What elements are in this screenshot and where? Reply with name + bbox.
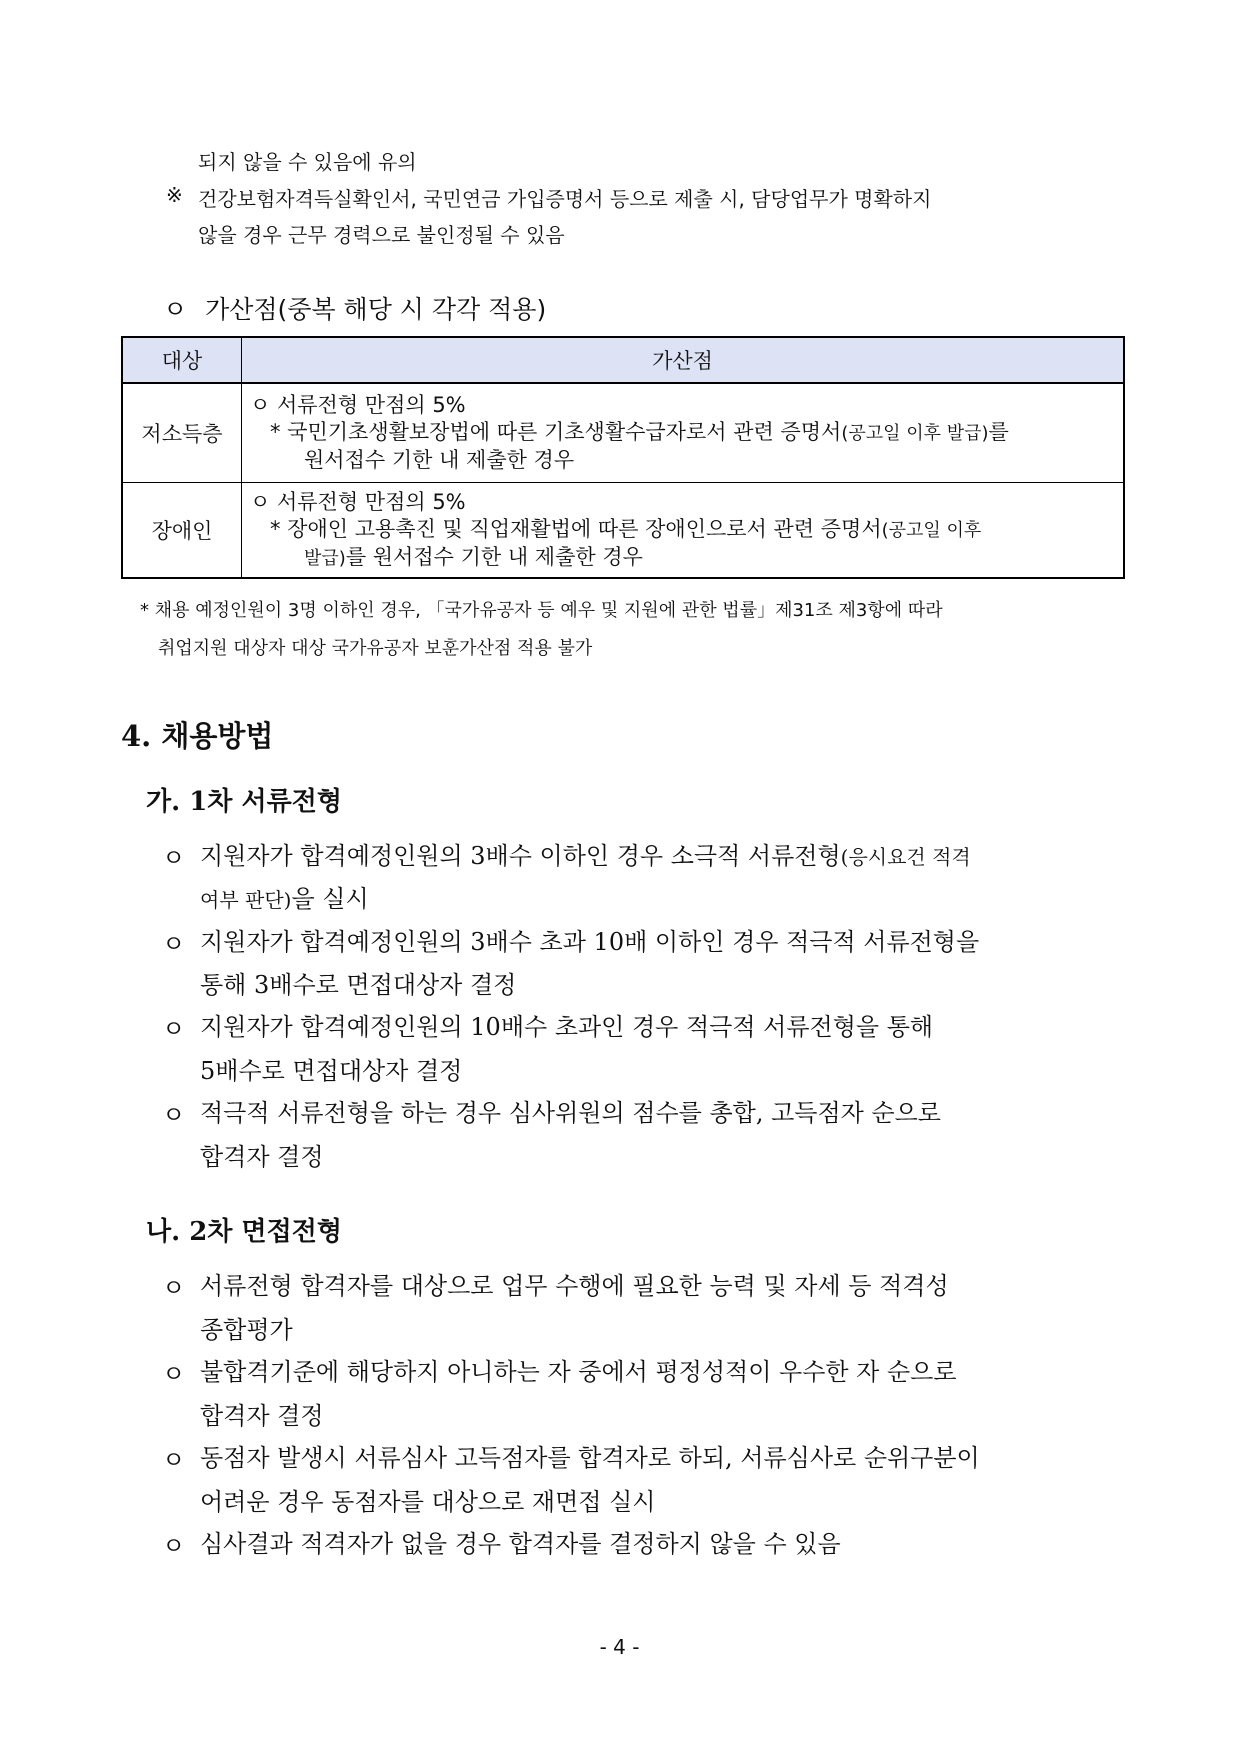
- list-item-cont: 통해 3배수로 면접대상자 결정: [200, 971, 517, 999]
- header-bonus: 가산점: [242, 337, 1125, 383]
- row-content-low-income: [242, 383, 1125, 483]
- content-line: 원서접수 기한 내 제출한 경우: [304, 448, 575, 472]
- subsection-title-document: 가. 1차 서류전형: [146, 787, 342, 817]
- table-row: [122, 383, 1124, 483]
- reference-mark: ※: [166, 183, 183, 207]
- content-line: ㅇ 서류전형 만점의 5%: [250, 393, 466, 417]
- table-row: [122, 483, 1124, 579]
- list-item: 불합격기준에 해당하지 아니하는 자 중에서 평정성적이 우수한 자 순으로: [200, 1358, 957, 1386]
- row-target-low-income: 저소득층: [122, 383, 242, 483]
- subsection-title-interview: 나. 2차 면접전형: [146, 1217, 342, 1247]
- content-line: * 장애인 고용촉진 및 직업재활법에 따른 장애인으로서 관련 증명서(공고일 이후: [270, 516, 982, 541]
- bullet-icon: ㅇ: [162, 1274, 186, 1302]
- bonus-table: [121, 336, 1125, 579]
- header-target: 대상: [122, 337, 242, 383]
- list-item-cont: 여부 판단)을 실시: [200, 885, 369, 913]
- list-item-cont: 어려운 경우 동점자를 대상으로 재면접 실시: [200, 1488, 656, 1516]
- list-item: 동점자 발생시 서류심사 고득점자를 합격자로 하되, 서류심사로 순위구분이: [200, 1444, 980, 1472]
- note-line-3: 않을 경우 근무 경력으로 불인정될 수 있음: [198, 223, 565, 247]
- bonus-heading: [163, 290, 546, 326]
- bullet-icon: ㅇ: [162, 1101, 186, 1129]
- bullet-icon: ㅇ: [162, 930, 186, 958]
- page-number: - 4 -: [599, 1635, 640, 1659]
- list-item: 심사결과 적격자가 없을 경우 합격자를 결정하지 않을 수 있음: [200, 1530, 841, 1558]
- list-item-cont: 5배수로 면접대상자 결정: [200, 1057, 463, 1085]
- footnote-line-2: 취업지원 대상자 대상 국가유공자 보훈가산점 적용 불가: [158, 638, 593, 659]
- list-item-cont: 종합평가: [200, 1316, 293, 1344]
- list-item: 지원자가 합격예정인원의 3배수 초과 10배 이하인 경우 적극적 서류전형을: [200, 928, 980, 956]
- list-item: 지원자가 합격예정인원의 3배수 이하인 경우 소극적 서류전형(응시요건 적격: [200, 842, 971, 870]
- row-target-disabled: 장애인: [122, 483, 242, 579]
- bullet-icon: ㅇ: [162, 1360, 186, 1388]
- list-item: 적극적 서류전형을 하는 경우 심사위원의 점수를 총합, 고득점자 순으로: [200, 1099, 941, 1127]
- bonus-heading-text: 가산점(중복 해당 시 각각 적용): [205, 295, 547, 324]
- footnote-line-1: * 채용 예정인원이 3명 이하인 경우, 「국가유공자 등 예우 및 지원에 관한 법률」제31조 제3항에 따라: [140, 600, 943, 621]
- list-item: 지원자가 합격예정인원의 10배수 초과인 경우 적극적 서류전형을 통해: [200, 1013, 934, 1041]
- list-item-cont: 합격자 결정: [200, 1402, 324, 1430]
- content-line: * 국민기초생활보장법에 따른 기초생활수급자로서 관련 증명서(공고일 이후 발급)를: [270, 420, 1009, 444]
- section-title: 4. 채용방법: [121, 719, 274, 753]
- bullet-icon: ㅇ: [162, 844, 186, 872]
- bullet-icon: ㅇ: [163, 295, 188, 324]
- note-line-2: 건강보험자격득실확인서, 국민연금 가입증명서 등으로 제출 시, 담당업무가 명확하지: [198, 187, 932, 211]
- content-line: 발급)를 원서접수 기한 내 제출한 경우: [304, 544, 643, 569]
- list-item-cont: 합격자 결정: [200, 1143, 324, 1171]
- note-line-1: 되지 않을 수 있음에 유의: [198, 150, 417, 174]
- row-content-disabled: [242, 483, 1125, 579]
- table-header-row: [122, 337, 1124, 383]
- bullet-icon: ㅇ: [162, 1446, 186, 1474]
- bullet-icon: ㅇ: [162, 1532, 186, 1560]
- bullet-icon: ㅇ: [162, 1015, 186, 1043]
- list-item: 서류전형 합격자를 대상으로 업무 수행에 필요한 능력 및 자세 등 적격성: [200, 1272, 949, 1300]
- content-line: ㅇ 서류전형 만점의 5%: [250, 489, 466, 514]
